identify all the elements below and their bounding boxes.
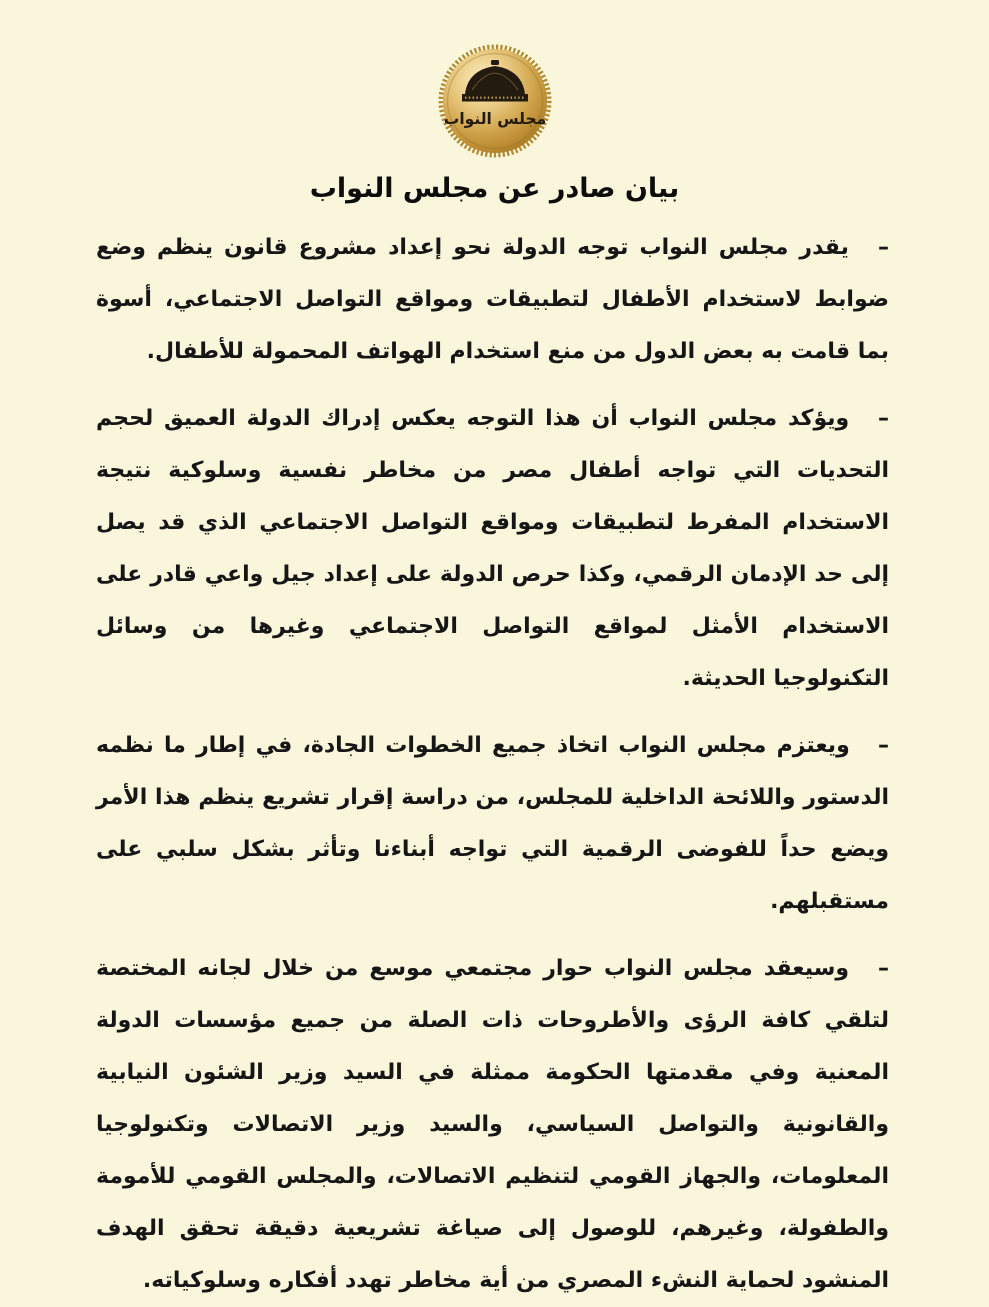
statement-body bbox=[96, 222, 889, 1307]
paragraph-text: ويعتزم مجلس النواب اتخاذ جميع الخطوات الجادة، في إطار ما نظمه الدستور واللائحة الداخلية للمجلس، من دراسة إقرار تشريع ينظم هذا الأمر ويضع حداً للفوضى الرقمية التي تواجه أبناءنا وتأثر بشكل سلبي على مستقبلهم. bbox=[96, 733, 889, 914]
bullet-dash: – bbox=[878, 235, 889, 260]
bullet-dash: – bbox=[878, 406, 889, 431]
bullet-dash: – bbox=[877, 956, 889, 981]
page-title: بيان صادر عن مجلس النواب bbox=[309, 173, 680, 204]
paragraph-text: يقدر مجلس النواب توجه الدولة نحو إعداد مشروع قانون ينظم وضع ضوابط لاستخدام الأطفال لتطبيقات ومواقع التواصل الاجتماعي، أسوة بما قامت به بعض الدول من منع استخدام الهواتف المحمولة للأطفال. bbox=[96, 235, 889, 364]
house-of-representatives-logo bbox=[438, 44, 552, 158]
bullet-dash: – bbox=[878, 733, 889, 758]
statement-paragraph bbox=[96, 222, 889, 378]
paragraph-text: وسيعقد مجلس النواب حوار مجتمعي موسع من خلال لجانه المختصة لتلقي كافة الرؤى والأطروحات ذات الصلة من جميع مؤسسات الدولة المعنية وفي مقدمتها الحكومة ممثلة في السيد وزير الشئون النيابية والقانونية والتواصل السياسي، والسيد وزير الاتصالات وتكنولوجيا المعلومات، والجهاز القومي لتنظيم الاتصالات، والمجلس القومي للأمومة والطفولة، وغيرهم، للوصول إلى صياغة تشريعية دقيقة تحقق الهدف المنشود لحماية النشء المصري من أية مخاطر تهدد أفكاره وسلوكياته. bbox=[96, 956, 889, 1293]
paragraph-text: ويؤكد مجلس النواب أن هذا التوجه يعكس إدراك الدولة العميق لحجم التحديات التي تواجه أطفال مصر من مخاطر نفسية وسلوكية نتيجة الاستخدام المفرط لتطبيقات ومواقع التواصل الاجتماعي الذي قد يصل إلى حد الإدمان الرقمي، وكذا حرص الدولة على إعداد جيل واعي قادر على الاستخدام الأمثل لمواقع التواصل الاجتماعي وغيرها من وسائل التكنولوجيا الحديثة. bbox=[96, 406, 889, 691]
statement-paragraph bbox=[96, 943, 889, 1307]
statement-paragraph bbox=[96, 393, 889, 705]
seal-caption: مجلس النواب bbox=[443, 110, 546, 128]
parliament-gold-seal-icon bbox=[438, 44, 552, 158]
statement-paragraph bbox=[96, 720, 889, 928]
